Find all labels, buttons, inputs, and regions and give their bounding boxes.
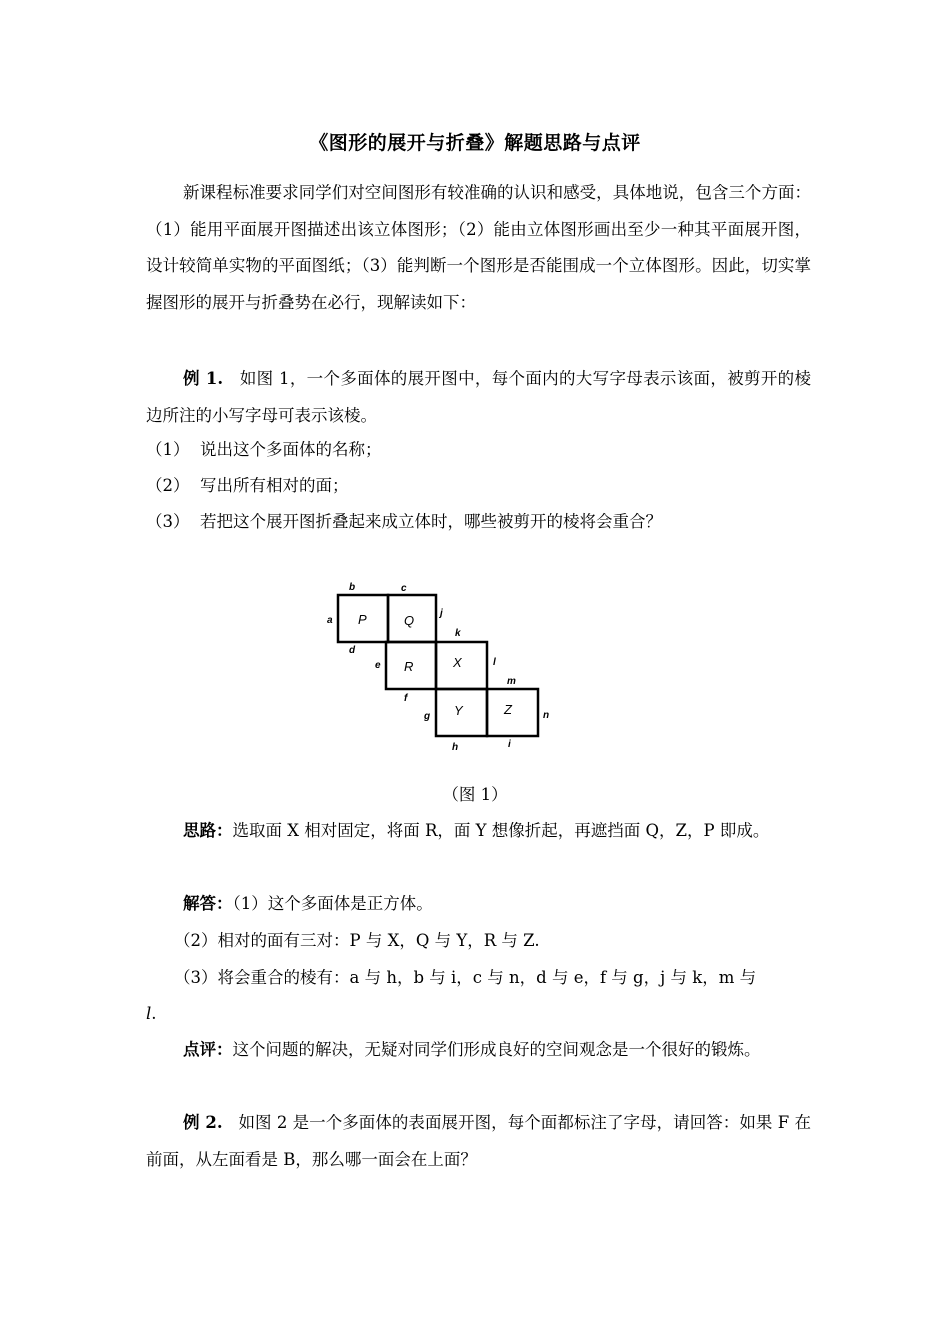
edge-l-italic: l xyxy=(146,1004,152,1023)
question-1-number: （1） xyxy=(146,440,190,459)
edge-label-k: k xyxy=(455,628,461,639)
edge-label-l: l xyxy=(493,657,496,668)
answer-line-2: （2）相对的面有三对：P 与 X，Q 与 Y，R 与 Z. xyxy=(174,931,540,950)
question-1 xyxy=(146,438,382,462)
face-label-x: X xyxy=(453,655,462,670)
example1-label: 例 1. xyxy=(183,369,224,388)
example2-statement xyxy=(146,1105,811,1178)
example2-label: 例 2. xyxy=(183,1113,223,1132)
answer-line-3-period: . xyxy=(151,1004,157,1023)
edge-label-n: n xyxy=(543,710,550,721)
face-z-square xyxy=(487,689,538,736)
edge-label-m: m xyxy=(507,676,516,687)
question-2-number: （2） xyxy=(146,476,190,495)
answer-line-1 xyxy=(183,892,433,916)
face-label-p: P xyxy=(358,612,367,627)
answer-1-text: （1）这个多面体是正方体。 xyxy=(232,894,433,913)
edge-label-e: e xyxy=(375,660,381,671)
question-2 xyxy=(146,474,349,498)
page-title: 《图形的展开与折叠》解题思路与点评 xyxy=(309,132,641,154)
edge-label-g: g xyxy=(424,711,431,722)
answer-line-3: （3）将会重合的棱有：a 与 h，b 与 i，c 与 n，d 与 e，f 与 g，j 与 k，m 与 xyxy=(174,968,757,987)
comment-label: 点评： xyxy=(183,1040,233,1059)
edge-label-a: a xyxy=(327,615,333,626)
face-label-y: Y xyxy=(454,703,463,718)
edge-label-h: h xyxy=(452,742,459,753)
face-label-q: Q xyxy=(404,613,415,628)
edge-label-c: c xyxy=(401,583,407,594)
question-3-number: （3） xyxy=(146,512,190,531)
question-2-text: 写出所有相对的面； xyxy=(200,476,349,495)
edge-label-d: d xyxy=(349,645,356,656)
figure-caption: （图 1） xyxy=(442,785,508,804)
answer-line-3-end xyxy=(146,1002,157,1026)
question-1-text: 说出这个多面体的名称； xyxy=(200,440,382,459)
thinking-paragraph xyxy=(146,813,811,850)
intro-paragraph: 新课程标准要求同学们对空间图形有较准确的认识和感受，具体地说，包含三个方面：（1）能用平面展开图描述出该立体图形；（2）能由立体图形画出至少一种其平面展开图，设计较简单实物的平面图纸；（3）能判断一个图形是否能围成一个立体图形。因此，切实掌握图形的展开与折叠势在必行，现解读如下： xyxy=(146,183,811,312)
thinking-text: 选取面 X 相对固定，将面 R，面 Y 想像折起，再遮挡面 Q，Z，P 即成。 xyxy=(232,821,770,840)
edge-label-j: j xyxy=(440,608,443,619)
edge-label-b: b xyxy=(349,582,356,593)
example1-text: 如图 1，一个多面体的展开图中，每个面内的大写字母表示该面，被剪开的棱边所注的小写字母可表示该棱。 xyxy=(146,369,811,425)
answer-label: 解答： xyxy=(183,894,233,913)
comment-text: 这个问题的解决，无疑对同学们形成良好的空间观念是一个很好的锻炼。 xyxy=(232,1040,761,1059)
thinking-label: 思路： xyxy=(183,821,233,840)
edge-label-i: i xyxy=(508,739,511,750)
example1-statement xyxy=(146,361,811,434)
example2-text: 如图 2 是一个多面体的表面展开图，每个面都标注了字母，请回答：如果 F 在前面，从左面看是 B，那么哪一面会在上面？ xyxy=(146,1113,811,1169)
face-label-r: R xyxy=(404,659,414,674)
face-label-z: Z xyxy=(504,702,512,717)
question-3 xyxy=(146,510,662,534)
question-3-text: 若把这个展开图折叠起来成立体时，哪些被剪开的棱将会重合？ xyxy=(200,512,662,531)
edge-label-f: f xyxy=(404,693,408,704)
cube-net-figure xyxy=(320,575,560,755)
comment-paragraph xyxy=(146,1032,811,1069)
